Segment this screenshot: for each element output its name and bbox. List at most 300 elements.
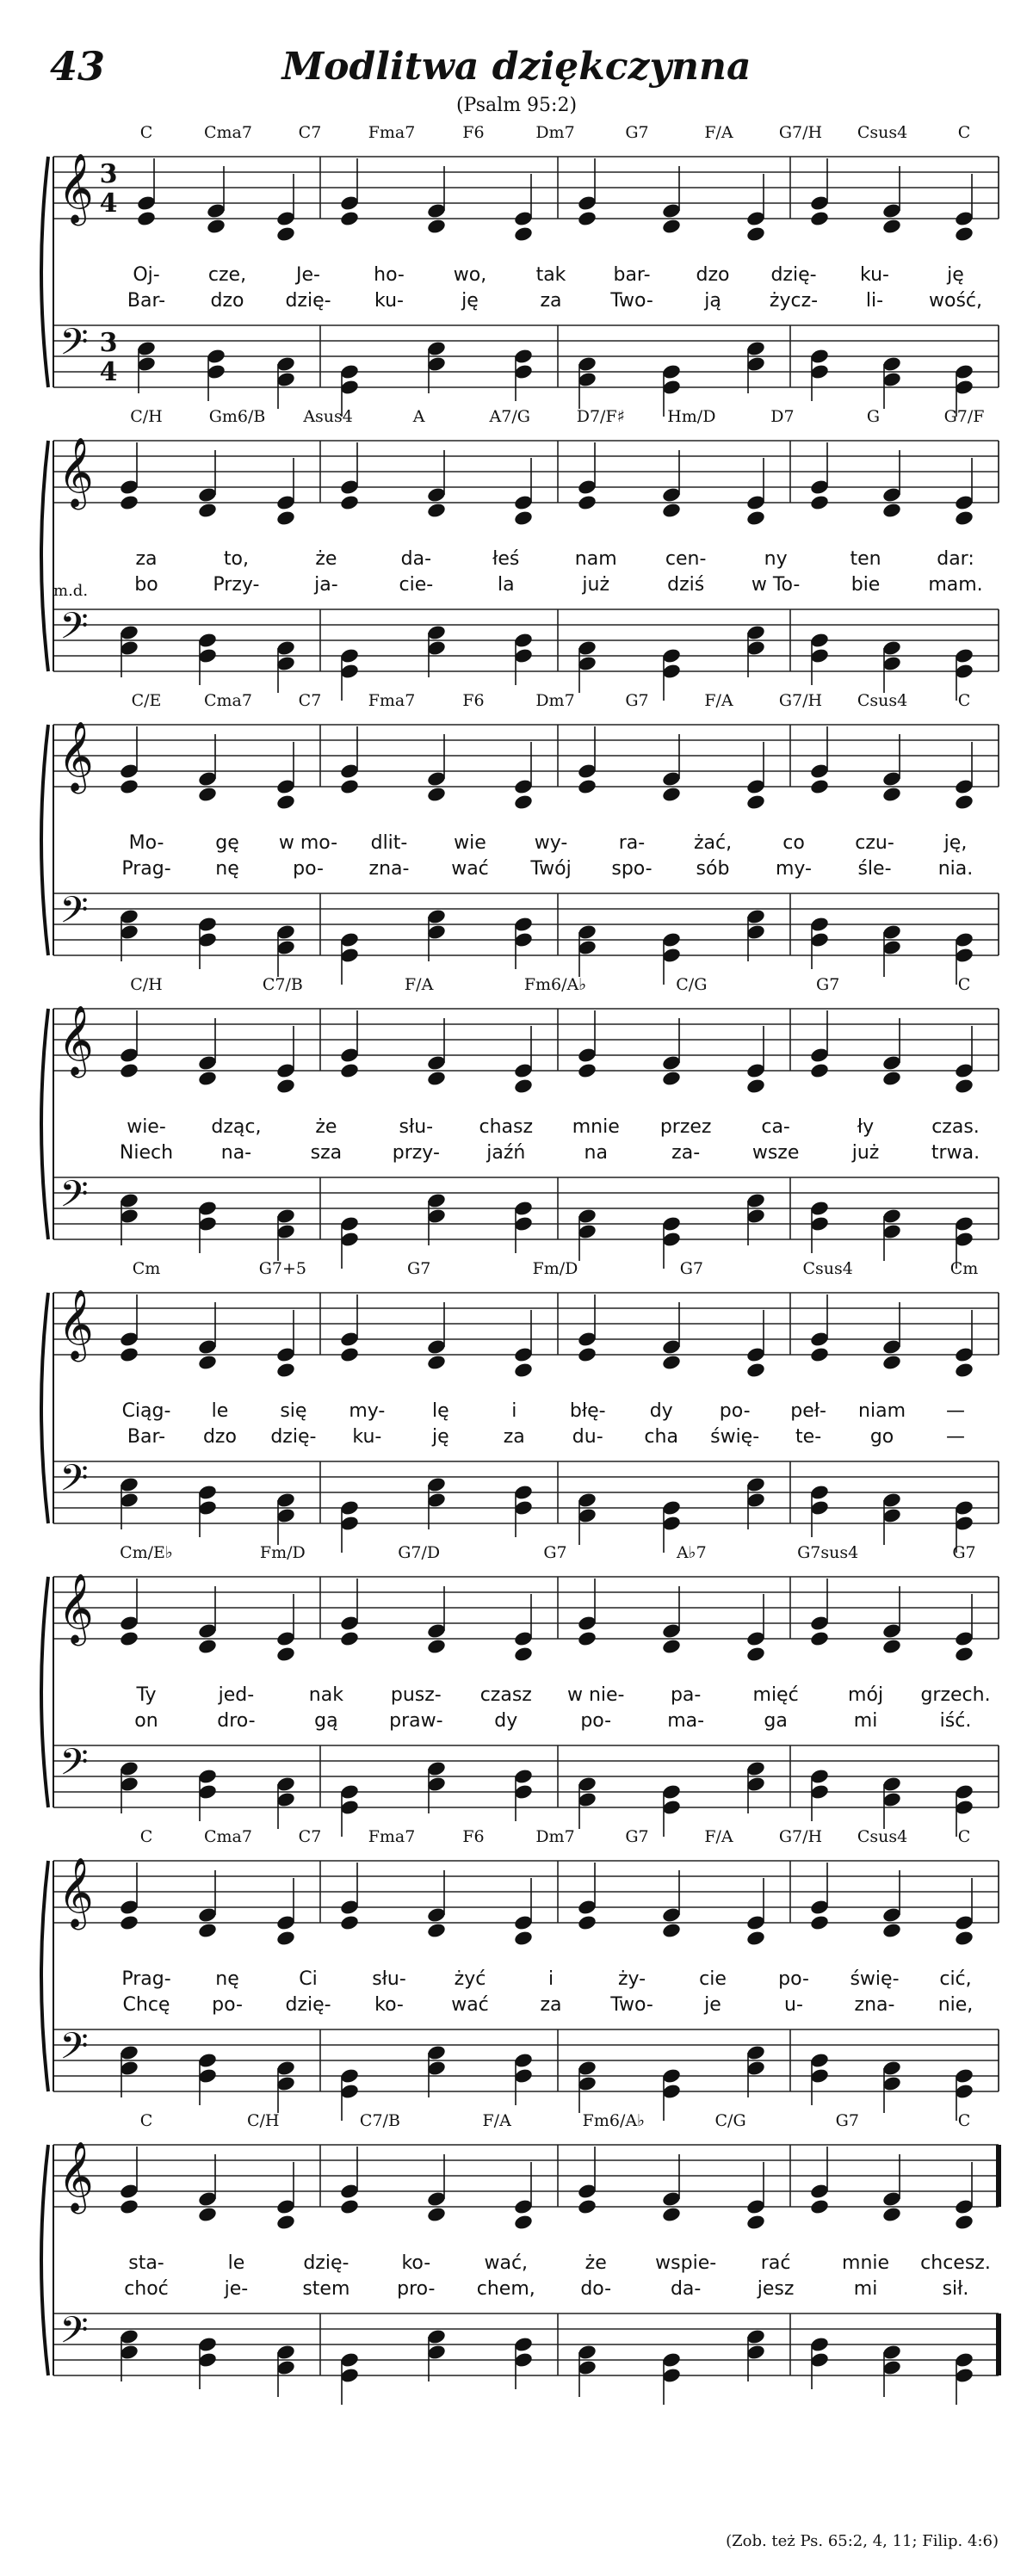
lyric-syllable: jaźń (486, 1142, 526, 1164)
chord-symbol: C/H (130, 407, 163, 426)
note-head (881, 786, 902, 803)
chord-symbol: Cma7 (204, 691, 252, 710)
lyric-syllable: Bar- (127, 290, 166, 312)
chord-symbol: C (139, 2111, 153, 2130)
lyric-syllable: dzię- (270, 1426, 317, 1448)
lyric-syllable: — (946, 1426, 965, 1448)
note-head (275, 1930, 296, 1947)
note-head (809, 1346, 830, 1363)
note-head (661, 1070, 682, 1087)
lyric-syllable: czasz (479, 1684, 532, 1706)
note-head (661, 502, 682, 519)
chord-symbol: Dm7 (535, 123, 575, 142)
lyric-syllable: życz- (769, 290, 819, 312)
note-head (881, 1922, 902, 1939)
note-head (809, 2198, 830, 2215)
lyric-syllable: bo (134, 574, 158, 596)
note-head (661, 786, 682, 803)
lyric-syllable: wsze (752, 1142, 800, 1164)
lyric-syllable: spo- (611, 858, 653, 880)
lyric-syllable: ko- (401, 2252, 431, 2274)
note-head (745, 1078, 766, 1095)
chord-symbol: Cm (132, 1259, 161, 1278)
lyric-syllable: Bar- (127, 1426, 166, 1448)
lyric-syllable: czu- (855, 832, 894, 854)
lyric-syllable: i (511, 1400, 517, 1422)
brace (41, 1577, 48, 1807)
chord-symbol: C/H (246, 2111, 280, 2130)
lyric-syllable: wość, (928, 290, 983, 312)
bass-clef: 𝄢 (59, 2309, 89, 2361)
note-head (577, 2198, 597, 2215)
chord-symbol: C/G (714, 2111, 746, 2130)
note-head (339, 1346, 360, 1363)
lyric-syllable: Oj- (133, 264, 160, 286)
note-head (513, 1930, 534, 1947)
chord-symbol: Gm6/B (208, 407, 266, 426)
lyric-syllable: u- (784, 1994, 803, 2016)
chord-symbol: G7sus4 (797, 1543, 859, 1562)
lyric-syllable: dzo (210, 290, 244, 312)
lyric-syllable: dzię- (303, 2252, 349, 2274)
note-head (426, 218, 447, 235)
note-head (881, 1354, 902, 1371)
lyric-syllable: choć (124, 2278, 169, 2300)
chord-symbol: C (139, 1827, 153, 1846)
lyric-syllable: do- (580, 2278, 612, 2300)
note-head (197, 1638, 218, 1655)
note-head (513, 2214, 534, 2231)
lyric-syllable: gą (314, 1710, 338, 1732)
note-head (426, 1638, 447, 1655)
bass-clef: 𝄢 (59, 321, 89, 373)
note-head (513, 1362, 534, 1379)
chord-symbol: Fma7 (368, 691, 416, 710)
note-head (275, 2214, 296, 2231)
lyric-syllable: on (134, 1710, 158, 1732)
lyric-syllable: Prag- (121, 1968, 171, 1990)
note-head (119, 1914, 139, 1931)
lyric-syllable: iść. (939, 1710, 972, 1732)
lyric-syllable: tak (535, 264, 566, 286)
treble-clef: 𝄞 (58, 1004, 94, 1075)
chord-symbol: C7 (298, 123, 322, 142)
note-head (206, 218, 226, 235)
lyric-syllable: łeś (492, 548, 520, 570)
brace (41, 1293, 48, 1523)
lyric-syllable: nę (215, 858, 239, 880)
lyric-syllable: ją (704, 290, 721, 312)
treble-clef: 𝄞 (58, 1572, 94, 1643)
chord-symbol: C7 (298, 691, 322, 710)
note-head (513, 510, 534, 527)
note-head (275, 1078, 296, 1095)
lyric-syllable: sta- (128, 2252, 164, 2274)
lyric-syllable: ję (431, 1426, 449, 1448)
lyric-syllable: mam. (928, 574, 983, 596)
bass-clef: 𝄢 (59, 1457, 89, 1509)
lyric-syllable: bar- (613, 264, 651, 286)
note-head (339, 210, 360, 227)
bass-clef: 𝄢 (59, 889, 89, 941)
lyric-syllable: mi (853, 2278, 878, 2300)
note-head (119, 1630, 139, 1647)
chord-symbol: G7 (816, 975, 840, 994)
lyric-syllable: stem (302, 2278, 350, 2300)
lyric-syllable: dzię- (285, 1994, 331, 2016)
note-head (577, 778, 597, 795)
note-head (513, 794, 534, 811)
chord-symbol: Cm/E♭ (120, 1543, 173, 1562)
lyric-syllable: po- (719, 1400, 751, 1422)
brace (41, 2145, 48, 2375)
chord-symbol: C (957, 123, 971, 142)
lyric-syllable: mnie (842, 2252, 890, 2274)
footnote: (Zob. też Ps. 65:2, 4, 11; Filip. 4:6) (726, 2532, 999, 2550)
chord-symbol: G7/H (778, 691, 823, 710)
note-head (275, 794, 296, 811)
note-head (426, 1922, 447, 1939)
note-head (119, 778, 139, 795)
lyric-syllable: je- (224, 2278, 249, 2300)
chord-symbol: Cm (949, 1259, 979, 1278)
lyric-syllable: niam (858, 1400, 906, 1422)
lyric-syllable: da- (400, 548, 432, 570)
lyric-syllable: lę (431, 1400, 449, 1422)
bass-clef: 𝄢 (59, 1741, 89, 1793)
lyric-syllable: mięć (752, 1684, 799, 1706)
chord-symbol: A (412, 407, 425, 426)
chord-symbol: F/A (704, 1827, 733, 1846)
lyric-syllable: wać (451, 858, 489, 880)
chord-symbol: C/H (130, 975, 163, 994)
chord-symbol: C (957, 975, 971, 994)
lyric-syllable: nak (308, 1684, 343, 1706)
lyric-syllable: Ci (299, 1968, 318, 1990)
lyric-syllable: praw- (389, 1710, 443, 1732)
note-head (197, 502, 218, 519)
chord-symbol: F/A (405, 975, 434, 994)
lyric-syllable: cie (699, 1968, 727, 1990)
lyric-syllable: go (869, 1426, 894, 1448)
note-head (119, 494, 139, 511)
note-head (275, 510, 296, 527)
lyric-syllable: wać (451, 1994, 489, 2016)
note-head (954, 2214, 974, 2231)
lyric-syllable: dro- (217, 1710, 256, 1732)
chord-symbol: C7/B (262, 975, 303, 994)
chord-symbol: D7/F♯ (576, 407, 625, 426)
chord-symbol: G7 (543, 1543, 567, 1562)
note-head (197, 1070, 218, 1087)
note-head (881, 1070, 902, 1087)
note-head (197, 1354, 218, 1371)
time-signature-bottom: 4 (99, 357, 118, 387)
chord-symbol: G7 (625, 1827, 649, 1846)
lyric-syllable: za (540, 1994, 562, 2016)
chord-symbol: F/A (704, 691, 733, 710)
note-head (745, 794, 766, 811)
note-head (809, 778, 830, 795)
lyric-syllable: — (946, 1400, 965, 1422)
lyric-syllable: dzię- (285, 290, 331, 312)
lyric-syllable: Je- (296, 264, 320, 286)
note-head (577, 1062, 597, 1079)
lyric-syllable: mój (848, 1684, 884, 1706)
lyric-syllable: co (782, 832, 805, 854)
lyric-syllable: nie, (937, 1994, 974, 2016)
lyric-syllable: po- (293, 858, 324, 880)
lyric-syllable: cen- (665, 548, 707, 570)
lyric-syllable: le (211, 1400, 229, 1422)
chord-symbol: Csus4 (857, 1827, 908, 1846)
brace (41, 1861, 48, 2091)
note-head (119, 2198, 139, 2215)
chord-symbol: G7/H (778, 1827, 823, 1846)
note-head (809, 210, 830, 227)
lyric-syllable: ga (764, 1710, 788, 1732)
chord-symbol: G7 (952, 1543, 976, 1562)
note-head (809, 1062, 830, 1079)
lyric-syllable: zna- (368, 858, 410, 880)
lyric-syllable: dy (494, 1710, 518, 1732)
brace (41, 157, 48, 387)
chord-symbol: C (139, 123, 153, 142)
chord-symbol: F/A (482, 2111, 511, 2130)
note-head (745, 225, 766, 243)
chord-symbol: F6 (462, 1827, 485, 1846)
note-head (275, 225, 296, 243)
lyric-syllable: ny (764, 548, 788, 570)
lyric-syllable: Chcę (122, 1994, 170, 2016)
chord-symbol: G7 (679, 1259, 703, 1278)
lyric-syllable: po- (212, 1994, 243, 2016)
lyric-syllable: na (584, 1142, 608, 1164)
note-head (119, 1062, 139, 1079)
lyric-syllable: pro- (397, 2278, 436, 2300)
chord-symbol: C (957, 2111, 971, 2130)
lyric-syllable: li- (865, 290, 884, 312)
lyric-syllable: grzech. (920, 1684, 991, 1706)
chord-symbol: C (957, 1827, 971, 1846)
lyric-syllable: gę (215, 832, 239, 854)
lyric-syllable: Two- (610, 290, 653, 312)
lyric-syllable: wać, (484, 2252, 529, 2274)
note-head (197, 2206, 218, 2223)
note-head (577, 1346, 597, 1363)
lyric-syllable: żać, (693, 832, 733, 854)
chord-symbol: Fm6/A♭ (582, 2111, 646, 2130)
lyric-syllable: w To- (751, 574, 801, 596)
lyric-syllable: la (497, 574, 515, 596)
note-head (745, 510, 766, 527)
note-head (661, 1354, 682, 1371)
chord-symbol: F6 (462, 691, 485, 710)
note-head (881, 1638, 902, 1655)
lyric-syllable: że (315, 548, 337, 570)
lyric-syllable: ten (850, 548, 881, 570)
treble-clef: 𝄞 (58, 1856, 94, 1927)
note-head (339, 494, 360, 511)
lyric-syllable: za (503, 1426, 525, 1448)
lyric-syllable: dziś (667, 574, 705, 596)
chord-symbol: Cma7 (204, 1827, 252, 1846)
lyric-syllable: cze, (207, 264, 247, 286)
lyric-syllable: że (315, 1116, 337, 1138)
lyric-syllable: ję (947, 264, 964, 286)
lyric-syllable: ku- (860, 264, 889, 286)
chord-symbol: G7 (625, 691, 649, 710)
note-head (339, 1630, 360, 1647)
lyric-syllable: na- (220, 1142, 252, 1164)
page-title: Modlitwa dziękczynna (281, 45, 752, 89)
brace (41, 725, 48, 955)
note-head (577, 1630, 597, 1647)
brace (41, 441, 48, 671)
lyric-syllable: pusz- (390, 1684, 442, 1706)
lyric-syllable: te- (795, 1426, 822, 1448)
lyric-syllable: mnie (572, 1116, 620, 1138)
lyric-syllable: w mo- (278, 832, 338, 854)
note-head (339, 1062, 360, 1079)
treble-clef: 𝄞 (58, 152, 94, 223)
bass-clef: 𝄢 (59, 605, 89, 657)
lyric-syllable: je (704, 1994, 721, 2016)
lyric-syllable: Mo- (128, 832, 164, 854)
chord-symbol: G7+5 (258, 1259, 306, 1278)
chord-symbol: G7/D (398, 1543, 441, 1562)
lyric-syllable: za (135, 548, 158, 570)
lyric-syllable: Ty (136, 1684, 157, 1706)
lyric-syllable: dy (649, 1400, 673, 1422)
lyric-syllable: nę (215, 1968, 239, 1990)
lyric-syllable: Twój (530, 858, 572, 880)
lyric-syllable: śle- (857, 858, 892, 880)
lyric-syllable: wspie- (655, 2252, 717, 2274)
lyric-syllable: po- (778, 1968, 809, 1990)
performance-marking: m.d. (53, 582, 89, 600)
lyric-syllable: le (227, 2252, 245, 2274)
lyric-syllable: błę- (569, 1400, 606, 1422)
lyric-syllable: już (851, 1142, 880, 1164)
lyric-syllable: przy- (392, 1142, 440, 1164)
lyric-syllable: sób (696, 858, 730, 880)
lyric-syllable: ho- (374, 264, 405, 286)
note-head (881, 218, 902, 235)
note-head (745, 2214, 766, 2231)
lyric-syllable: chasz (479, 1116, 534, 1138)
chord-symbol: Fm/D (259, 1543, 306, 1562)
chord-symbol: D7 (770, 407, 795, 426)
chord-symbol: C7/B (359, 2111, 400, 2130)
lyric-syllable: ra- (618, 832, 646, 854)
note-head (809, 494, 830, 511)
chord-symbol: Fm6/A♭ (523, 975, 587, 994)
lyric-syllable: ję (461, 290, 479, 312)
note-head (745, 1362, 766, 1379)
lyric-syllable: żyć (454, 1968, 486, 1990)
note-head (426, 1070, 447, 1087)
lyric-syllable: my- (775, 858, 813, 880)
chord-symbol: Fma7 (368, 1827, 416, 1846)
note-head (954, 1930, 974, 1947)
lyric-syllable: rać (760, 2252, 791, 2274)
lyric-syllable: za- (671, 1142, 701, 1164)
chord-symbol: G (866, 407, 881, 426)
lyric-syllable: za (540, 290, 562, 312)
treble-clef: 𝄞 (58, 436, 94, 507)
note-head (809, 1630, 830, 1647)
note-head (661, 1922, 682, 1939)
lyric-syllable: dar: (937, 548, 974, 570)
lyric-syllable: cić, (939, 1968, 972, 1990)
lyric-syllable: mi (853, 1710, 878, 1732)
lyric-syllable: Two- (610, 1994, 653, 2016)
note-head (136, 210, 157, 227)
chord-symbol: G7 (407, 1259, 431, 1278)
lyric-syllable: się (280, 1400, 307, 1422)
note-head (745, 1646, 766, 1663)
chord-symbol: Csus4 (857, 123, 908, 142)
lyric-syllable: ko- (374, 1994, 404, 2016)
chord-symbol: F6 (462, 123, 485, 142)
time-signature-top: 3 (99, 159, 118, 189)
lyric-syllable: chem, (476, 2278, 535, 2300)
lyric-syllable: wie- (127, 1116, 166, 1138)
note-head (197, 1922, 218, 1939)
lyric-syllable: już (582, 574, 610, 596)
lyric-syllable: słu- (399, 1116, 434, 1138)
note-head (577, 1914, 597, 1931)
lyric-syllable: bie (851, 574, 881, 596)
chord-symbol: F/A (704, 123, 733, 142)
note-head (809, 1914, 830, 1931)
chord-symbol: Dm7 (535, 1827, 575, 1846)
note-head (954, 794, 974, 811)
note-head (954, 510, 974, 527)
lyric-syllable: słu- (372, 1968, 406, 1990)
note-head (275, 1362, 296, 1379)
lyric-syllable: cie- (399, 574, 434, 596)
note-head (197, 786, 218, 803)
lyric-syllable: trwa. (931, 1142, 980, 1164)
lyric-syllable: chcesz. (920, 2252, 991, 2274)
chord-symbol: C (957, 691, 971, 710)
lyric-syllable: ma- (667, 1710, 705, 1732)
note-head (426, 1354, 447, 1371)
lyric-syllable: cha (644, 1426, 678, 1448)
lyric-syllable: świę- (850, 1968, 900, 1990)
note-head (339, 2198, 360, 2215)
chord-symbol: G7 (625, 123, 649, 142)
chord-symbol: A♭7 (676, 1543, 707, 1562)
chord-symbol: Dm7 (535, 691, 575, 710)
time-signature-bottom: 4 (99, 188, 118, 219)
note-head (661, 2206, 682, 2223)
lyric-syllable: i (547, 1968, 554, 1990)
chord-symbol: G7/F (943, 407, 985, 426)
lyric-syllable: po- (580, 1710, 612, 1732)
note-head (513, 1078, 534, 1095)
lyric-syllable: zna- (854, 1994, 895, 2016)
lyric-syllable: ku- (374, 290, 404, 312)
chord-symbol: Cma7 (204, 123, 252, 142)
brace (41, 1009, 48, 1239)
chord-symbol: C/G (676, 975, 708, 994)
lyric-syllable: Prag- (121, 858, 171, 880)
lyric-syllable: Ciąg- (121, 1400, 171, 1422)
page-subtitle: (Psalm 95:2) (455, 95, 578, 116)
